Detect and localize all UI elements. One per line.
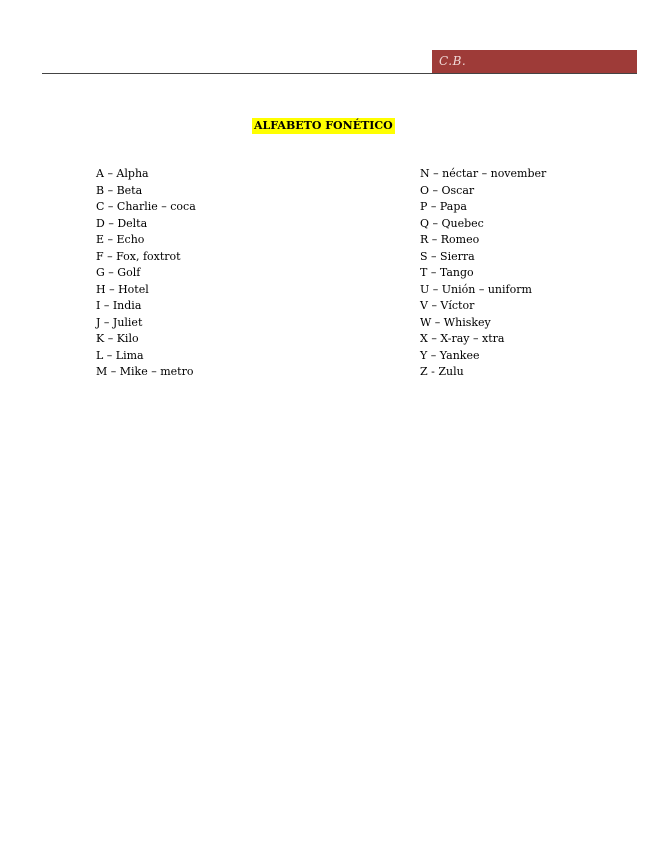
list-item: G – Golf — [96, 266, 141, 279]
list-item: F – Fox, foxtrot — [96, 249, 181, 263]
list-item: E – Echo — [96, 233, 145, 246]
page-title: ALFABETO FONÉTICO — [254, 119, 393, 132]
list-item: W – Whiskey — [420, 315, 491, 329]
list-item: A – Alpha — [96, 167, 149, 180]
list-item: I – India — [96, 299, 142, 312]
list-item: V – Víctor — [420, 299, 475, 312]
list-item: N – néctar – november — [420, 167, 547, 180]
phonetic-list-left — [96, 166, 196, 381]
list-item: Z - Zulu — [420, 365, 464, 378]
list-item: Q – Quebec — [420, 216, 484, 230]
list-item: K – Kilo — [96, 332, 139, 345]
header-initials: C.B. — [439, 54, 467, 68]
list-item: L – Lima — [96, 348, 144, 362]
list-item: M – Mike – metro — [96, 365, 194, 378]
list-item: P – Papa — [420, 200, 467, 213]
list-item: D – Delta — [96, 216, 148, 230]
phonetic-list-right — [420, 166, 546, 381]
list-item: O – Oscar — [420, 183, 475, 197]
list-item: R – Romeo — [420, 233, 480, 246]
list-item: T – Tango — [420, 266, 474, 279]
list-item: B – Beta — [96, 183, 143, 197]
list-item: S – Sierra — [420, 249, 475, 263]
list-item: C – Charlie – coca — [96, 200, 196, 213]
list-item: Y – Yankee — [420, 348, 480, 362]
list-item: X – X-ray – xtra — [420, 332, 505, 345]
list-item: J – Juliet — [96, 315, 143, 329]
list-item: H – Hotel — [96, 282, 149, 296]
list-item: U – Unión – uniform — [420, 282, 532, 296]
header-rule — [42, 73, 637, 74]
